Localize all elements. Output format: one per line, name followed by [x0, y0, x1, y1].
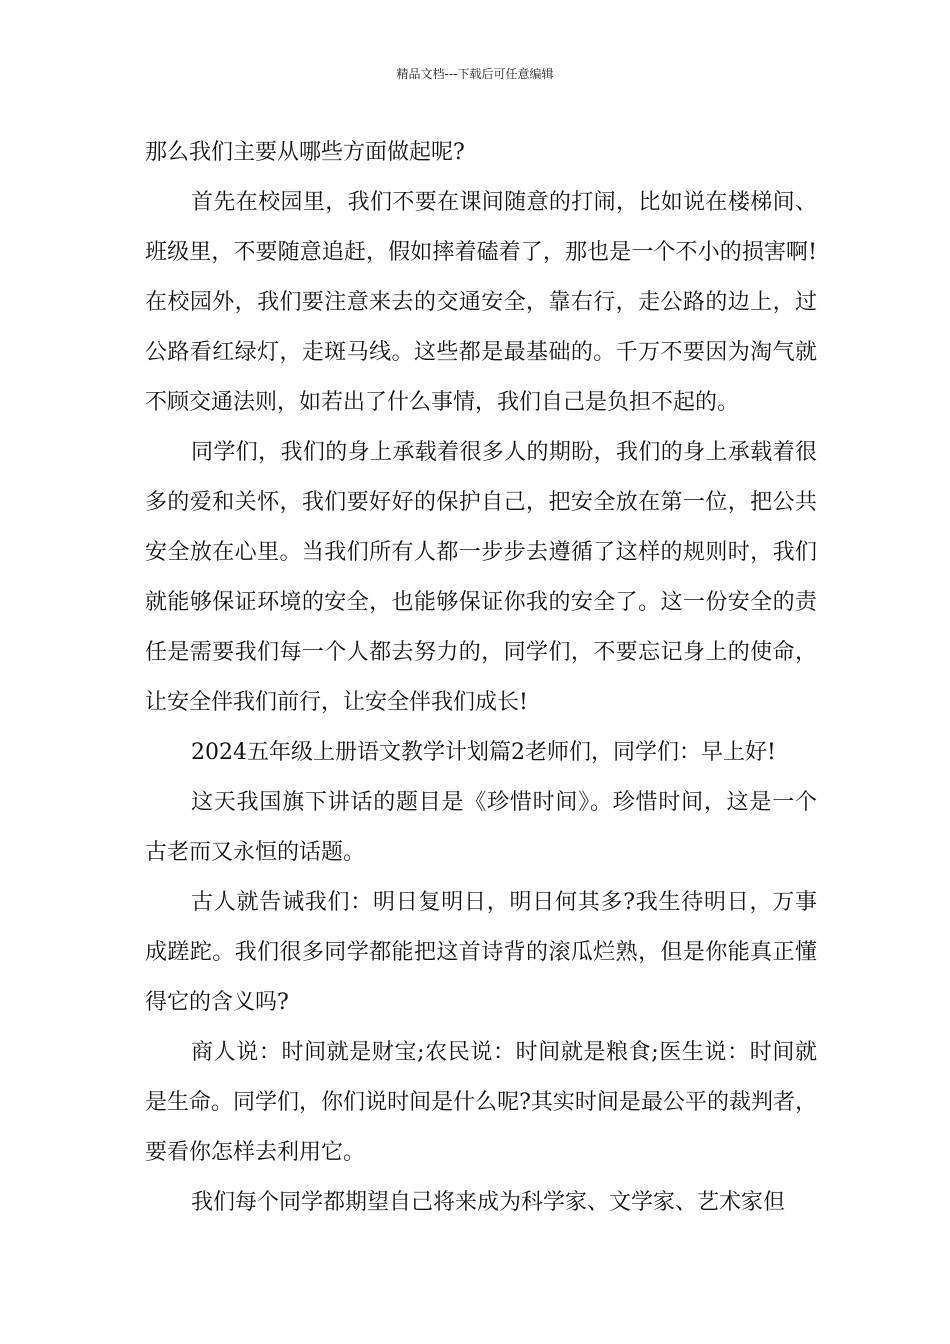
paragraph-5: 这天我国旗下讲话的题目是《珍惜时间》。珍惜时间，这是一个古老而又永恒的话题。 [145, 790, 817, 865]
paragraph-7: 商人说：时间就是财宝;农民说：时间就是粮食;医生说：时间就是生命。同学们，你们说时间是什么呢?其实时间是最公平的裁判者，要看你怎样去利用它。 [145, 1040, 817, 1165]
page-header: 精品文档---下载后可任意编辑 [396, 67, 554, 81]
paragraph-6: 古人就告诫我们：明日复明日，明日何其多?我生待明日，万事成蹉跎。我们很多同学都能把这首诗背的滚瓜烂熟，但是你能真正懂得它的含义吗? [145, 890, 817, 1015]
paragraph-8: 我们每个同学都期望自己将来成为科学家、文学家、艺术家但 [191, 1190, 786, 1215]
paragraph-3: 同学们，我们的身上承载着很多人的期盼，我们的身上承载着很多的爱和关怀，我们要好好的保护自己，把安全放在第一位，把公共安全放在心里。当我们所有人都一步步去遵循了这样的规则时，我们就能够保证环境的安全，也能够保证你我的安全了。这一份安全的责任是需要我们每一个人都去努力的，同学们，不要忘记身上的使命，让安全伴我们前行，让安全伴我们成长! [145, 440, 817, 715]
paragraph-4: 2024五年级上册语文教学计划篇2老师们，同学们：早上好! [191, 740, 776, 765]
paragraph-2: 首先在校园里，我们不要在课间随意的打闹，比如说在楼梯间、班级里，不要随意追赶，假如摔着磕着了，那也是一个不小的损害啊!在校园外，我们要注意来去的交通安全，靠右行，走公路的边上，过公路看红绿灯，走斑马线。这些都是最基础的。千万不要因为淘气就不顾交通法则，如若出了什么事情，我们自己是负担不起的。 [145, 190, 817, 415]
document-body [145, 128, 817, 1228]
paragraph-1: 那么我们主要从哪些方面做起呢? [145, 140, 465, 165]
